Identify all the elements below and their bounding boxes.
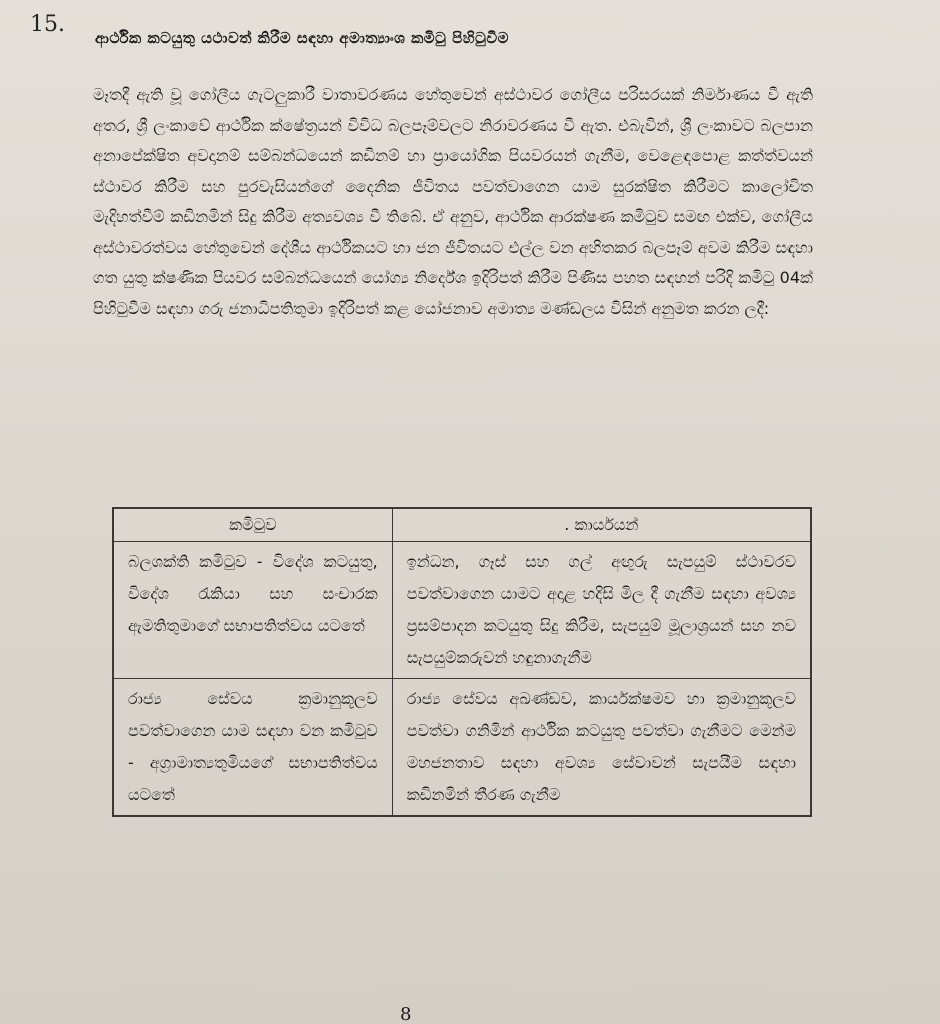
function-cell: ඉන්ධන, ගෑස් සහ ගල් අඟුරු සැපයුම් ස්ථාවරව පවත්වාගෙන යාමට අදාළ හදිසි මිල දී ගැනීම සඳහා අවශ්‍ය ප්‍රසම්පාදන කටයුතු සිදු කිරීම, සැපයුම් මූලාශ්‍රයන් සහ නව සැපයුම්කරුවන් හඳුනාගැනීම xyxy=(392,542,811,679)
header-functions: . කාර්යයන් xyxy=(392,508,811,542)
table-row xyxy=(113,542,811,679)
header-committee: කමිටුව xyxy=(113,508,392,542)
committee-cell: බලශක්ති කමිටුව - විදේශ කටයුතු, විදේශ රැකියා සහ සංචාරක ඇමතිතුමාගේ සභාපතිත්වය යටතේ xyxy=(113,542,392,679)
body-paragraph: මෑතදී ඇති වූ ගෝලීය ගැටලුකාරී වාතාවරණය හේතුවෙන් අස්ථාවර ගෝලීය පරිසරයක් නිර්මාණය වී ඇති අතර, ශ්‍රී ලංකාවේ ආර්ථික ක්ෂේත්‍රයන් විවිධ බලපෑම්වලට නිරාවරණය වී ඇත. එබැවින්, ශ්‍රී ලංකාවට බලපාන අනාපේක්ෂිත අවදානම් සම්බන්ධයෙන් කඩිනම් හා ප්‍රායෝගික පියවරයන් ගැනීම, වෙළෙඳපොළ කත්ත්වයන් ස්ථාවර කිරීම සහ පුරවැසියන්ගේ දෛනික ජීවිතය පවත්වාගෙන යාම සුරක්ෂිත කිරීමට කාලෝචිත මැදිහත්වීම් කඩිනමින් සිදු කිරීම අත්‍යවශ්‍ය වී තිබේ. ඒ අනුව, ආර්ථික ආරක්ෂණ කමිටුව සමඟ එක්ව, ගෝලීය අස්ථාවරත්වය හේතුවෙන් දේශීය ආර්ථිකයට හා ජන ජීවිතයට එල්ල වන අහිතකර බලපෑම් අවම කිරීම සඳහා ගත යුතු ක්ෂණික පියවර සම්බන්ධයෙන් යෝග්‍ය නිර්දේශ ඉදිරිපත් කිරීම පිණිස පහත සඳහන් පරිදි කමිටු 04ක් පිහිටුවීම සඳහා ගරු ජනාධිපතිතුමා ඉදිරිපත් කළ යෝජනාව අමාත්‍ය මණ්ඩලය විසින් අනුමත කරන ලදී: xyxy=(93,85,813,318)
function-cell: රාජ්‍ය සේවය අඛණ්ඩව, කාර්යක්ෂමව හා ක්‍රමානුකූලව පවත්වා ගනිමින් ආර්ථික කටයුතු පවත්වා ගැනීමට මෙන්ම මහජනතාව සඳහා අවශ්‍ය සේවාවන් සැපයීම සඳහා කඩිනමින් තීරණ ගැනීම xyxy=(392,679,811,817)
item-number: 15. xyxy=(30,12,65,37)
page-number: 8 xyxy=(400,1004,412,1024)
table-header-row xyxy=(113,508,811,542)
item-heading: ආර්ථික කටයුතු යථාවත් කිරීම සඳහා අමාත්‍යාංශ කමිටු පිහිටුවීම xyxy=(95,29,509,47)
table-row xyxy=(113,679,811,817)
committee-cell: රාජ්‍ය සේවය ක්‍රමානුකූලව පවත්වාගෙන යාම සඳහා වන කමිටුව - අග්‍රාමාත්‍යතුමියගේ සභාපතිත්වය යටතේ xyxy=(113,679,392,817)
committee-table xyxy=(112,507,812,817)
